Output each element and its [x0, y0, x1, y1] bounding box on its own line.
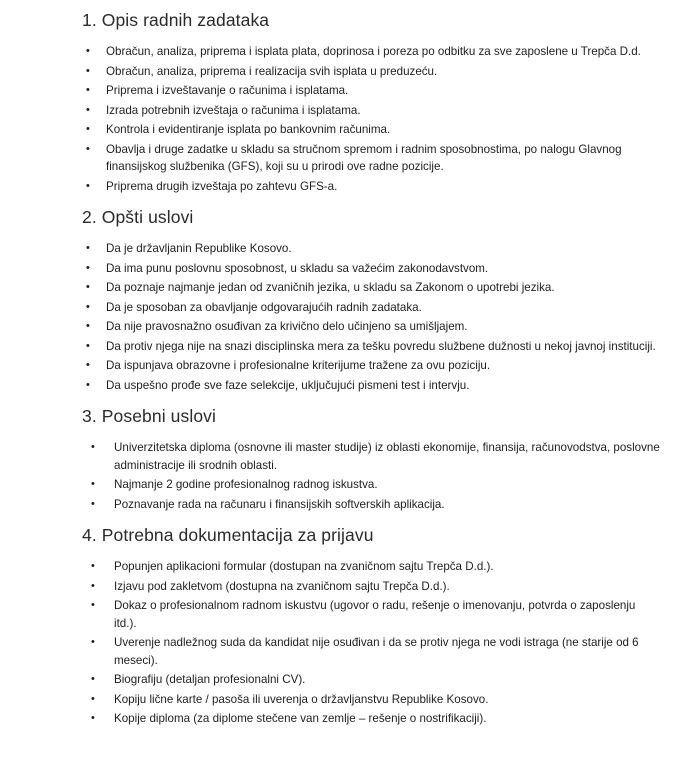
bullet-icon: •	[91, 441, 95, 453]
bullet-icon: •	[91, 712, 95, 724]
bullet-icon: •	[86, 359, 90, 371]
list-item-text: Uverenje nadležnog suda da kandidat nije osuđivan i da se protiv njega ne vodi istraga (ne starije od 6 meseci).	[114, 636, 639, 667]
list-item-text: Da nije pravosnažno osuđivan za krivično delo učinjeno sa umišljajem.	[106, 320, 468, 333]
list-item-text: Da je sposoban za obavljanje odgovarajućih radnih zadataka.	[106, 300, 422, 314]
list-item-text: Biografiju (detaljan profesionalni CV).	[114, 673, 306, 686]
bullet-icon: •	[86, 84, 90, 96]
bullet-icon: •	[86, 142, 90, 155]
list-item	[82, 178, 660, 196]
bullet-icon: •	[91, 692, 95, 705]
section-title: 1. Opis radnih zadataka	[82, 10, 270, 30]
list-item	[82, 318, 660, 336]
bullet-icon: •	[86, 179, 90, 192]
bullet-icon: •	[86, 261, 90, 274]
list-item	[82, 578, 660, 596]
list-item	[82, 634, 660, 669]
list-item	[82, 260, 660, 278]
bullet-list	[82, 439, 660, 513]
bullet-icon: •	[86, 320, 90, 332]
bullet-icon: •	[86, 64, 90, 77]
list-item-text: Kopiju lične karte / pasoša ili uverenja o državljanstvu Republike Kosovo.	[114, 692, 489, 706]
list-item	[82, 357, 660, 375]
list-item	[82, 496, 660, 514]
list-item-text: Priprema drugih izveštaja po zahtevu GFS-a.	[106, 179, 338, 193]
list-item-text: Kopije diploma (za diplome stečene van zemlje – rešenje o nostrifikaciji).	[114, 712, 487, 725]
list-item-text: Da uspešno prođe sve faze selekcije, uključujući pismeni test i intervju.	[106, 378, 470, 392]
list-item-text: Najmanje 2 godine profesionalnog radnog iskustva.	[114, 478, 378, 491]
list-item-text: Izrada potrebnih izveštaja o računima i isplatama.	[106, 103, 361, 117]
bullet-list	[82, 43, 660, 195]
list-item	[82, 82, 660, 100]
bullet-list	[82, 558, 660, 728]
list-item-text: Obračun, analiza, priprema i realizacija svih isplata u preduzeću.	[106, 64, 438, 78]
list-item-text: Poznavanje rada na računaru i finansijskih softverskih aplikacija.	[114, 497, 445, 511]
list-item	[82, 102, 660, 120]
list-item-text: Izjavu pod zakletvom (dostupna na zvaničnom sajtu Trepča D.d.).	[114, 579, 450, 593]
bullet-icon: •	[91, 497, 95, 510]
bullet-icon: •	[91, 599, 95, 611]
list-item	[82, 43, 660, 61]
list-item	[82, 63, 660, 81]
list-item	[82, 558, 660, 576]
section-general-conditions	[82, 207, 660, 394]
list-item	[82, 279, 660, 297]
section-required-documents	[82, 525, 660, 728]
list-item	[82, 299, 660, 317]
list-item	[82, 377, 660, 395]
bullet-icon: •	[91, 478, 95, 490]
section-title: 4. Potrebna dokumentacija za prijavu	[82, 525, 374, 545]
list-item-text: Popunjen aplikacioni formular (dostupan na zvaničnom sajtu Trepča D.d.).	[114, 560, 494, 573]
bullet-icon: •	[86, 45, 90, 57]
bullet-icon: •	[86, 339, 90, 352]
list-item	[82, 710, 660, 728]
bullet-icon: •	[86, 103, 90, 116]
list-item-text: Da ima punu poslovnu sposobnost, u skladu sa važećim zakonodavstvom.	[106, 261, 489, 275]
section-job-description	[82, 10, 660, 195]
bullet-icon: •	[91, 579, 95, 592]
list-item	[82, 121, 660, 139]
bullet-icon: •	[86, 281, 90, 293]
list-item-text: Da poznaje najmanje jedan od zvaničnih jezika, u skladu sa Zakonom o upotrebi jezika.	[106, 281, 555, 294]
bullet-icon: •	[91, 673, 95, 685]
list-item-text: Da protiv njega nije na snazi disciplinska mera za tešku povredu službene dužnosti u nekoj javnoj instituciji.	[106, 339, 656, 353]
bullet-icon: •	[86, 123, 90, 135]
list-item	[82, 141, 660, 176]
list-item-text: Kontrola i evidentiranje isplata po bankovnim računima.	[106, 123, 391, 136]
list-item	[82, 338, 660, 356]
list-item-text: Da ispunjava obrazovne i profesionalne kriterijume tražene za ovu poziciju.	[106, 359, 491, 372]
list-item-text: Da je državljanin Republike Kosovo.	[106, 242, 292, 255]
list-item	[82, 671, 660, 689]
list-item	[82, 240, 660, 258]
bullet-icon: •	[86, 378, 90, 391]
bullet-icon: •	[86, 300, 90, 313]
list-item	[82, 439, 660, 474]
bullet-icon: •	[86, 242, 90, 254]
bullet-icon: •	[91, 560, 95, 572]
list-item-text: Priprema i izveštavanje o računima i isplatama.	[106, 84, 349, 97]
list-item	[82, 691, 660, 709]
list-item	[82, 597, 660, 632]
bullet-list	[82, 240, 660, 394]
section-title: 2. Opšti uslovi	[82, 207, 194, 227]
bullet-icon: •	[91, 636, 95, 648]
list-item-text: Dokaz o profesionalnom radnom iskustvu (ugovor o radu, rešenje o imenovanju, potvrda o zaposlenju itd.).	[114, 599, 636, 630]
list-item-text: Univerzitetska diploma (osnovne ili master studije) iz oblasti ekonomije, finansija, računovodstva, poslovne administracije ili srodnih oblasti.	[114, 441, 660, 472]
section-special-conditions	[82, 406, 660, 513]
section-title: 3. Posebni uslovi	[82, 406, 217, 426]
list-item	[82, 476, 660, 494]
list-item-text: Obavlja i druge zadatke u skladu sa stručnom spremom i radnim sposobnostima, po nalogu Glavnog finansijskog službenika (GFS), koji su u prirodi ove radne pozicije.	[106, 142, 622, 173]
list-item-text: Obračun, analiza, priprema i isplata plata, doprinosa i poreza po odbitku za sve zaposlene u Trepča D.d.	[106, 45, 641, 58]
